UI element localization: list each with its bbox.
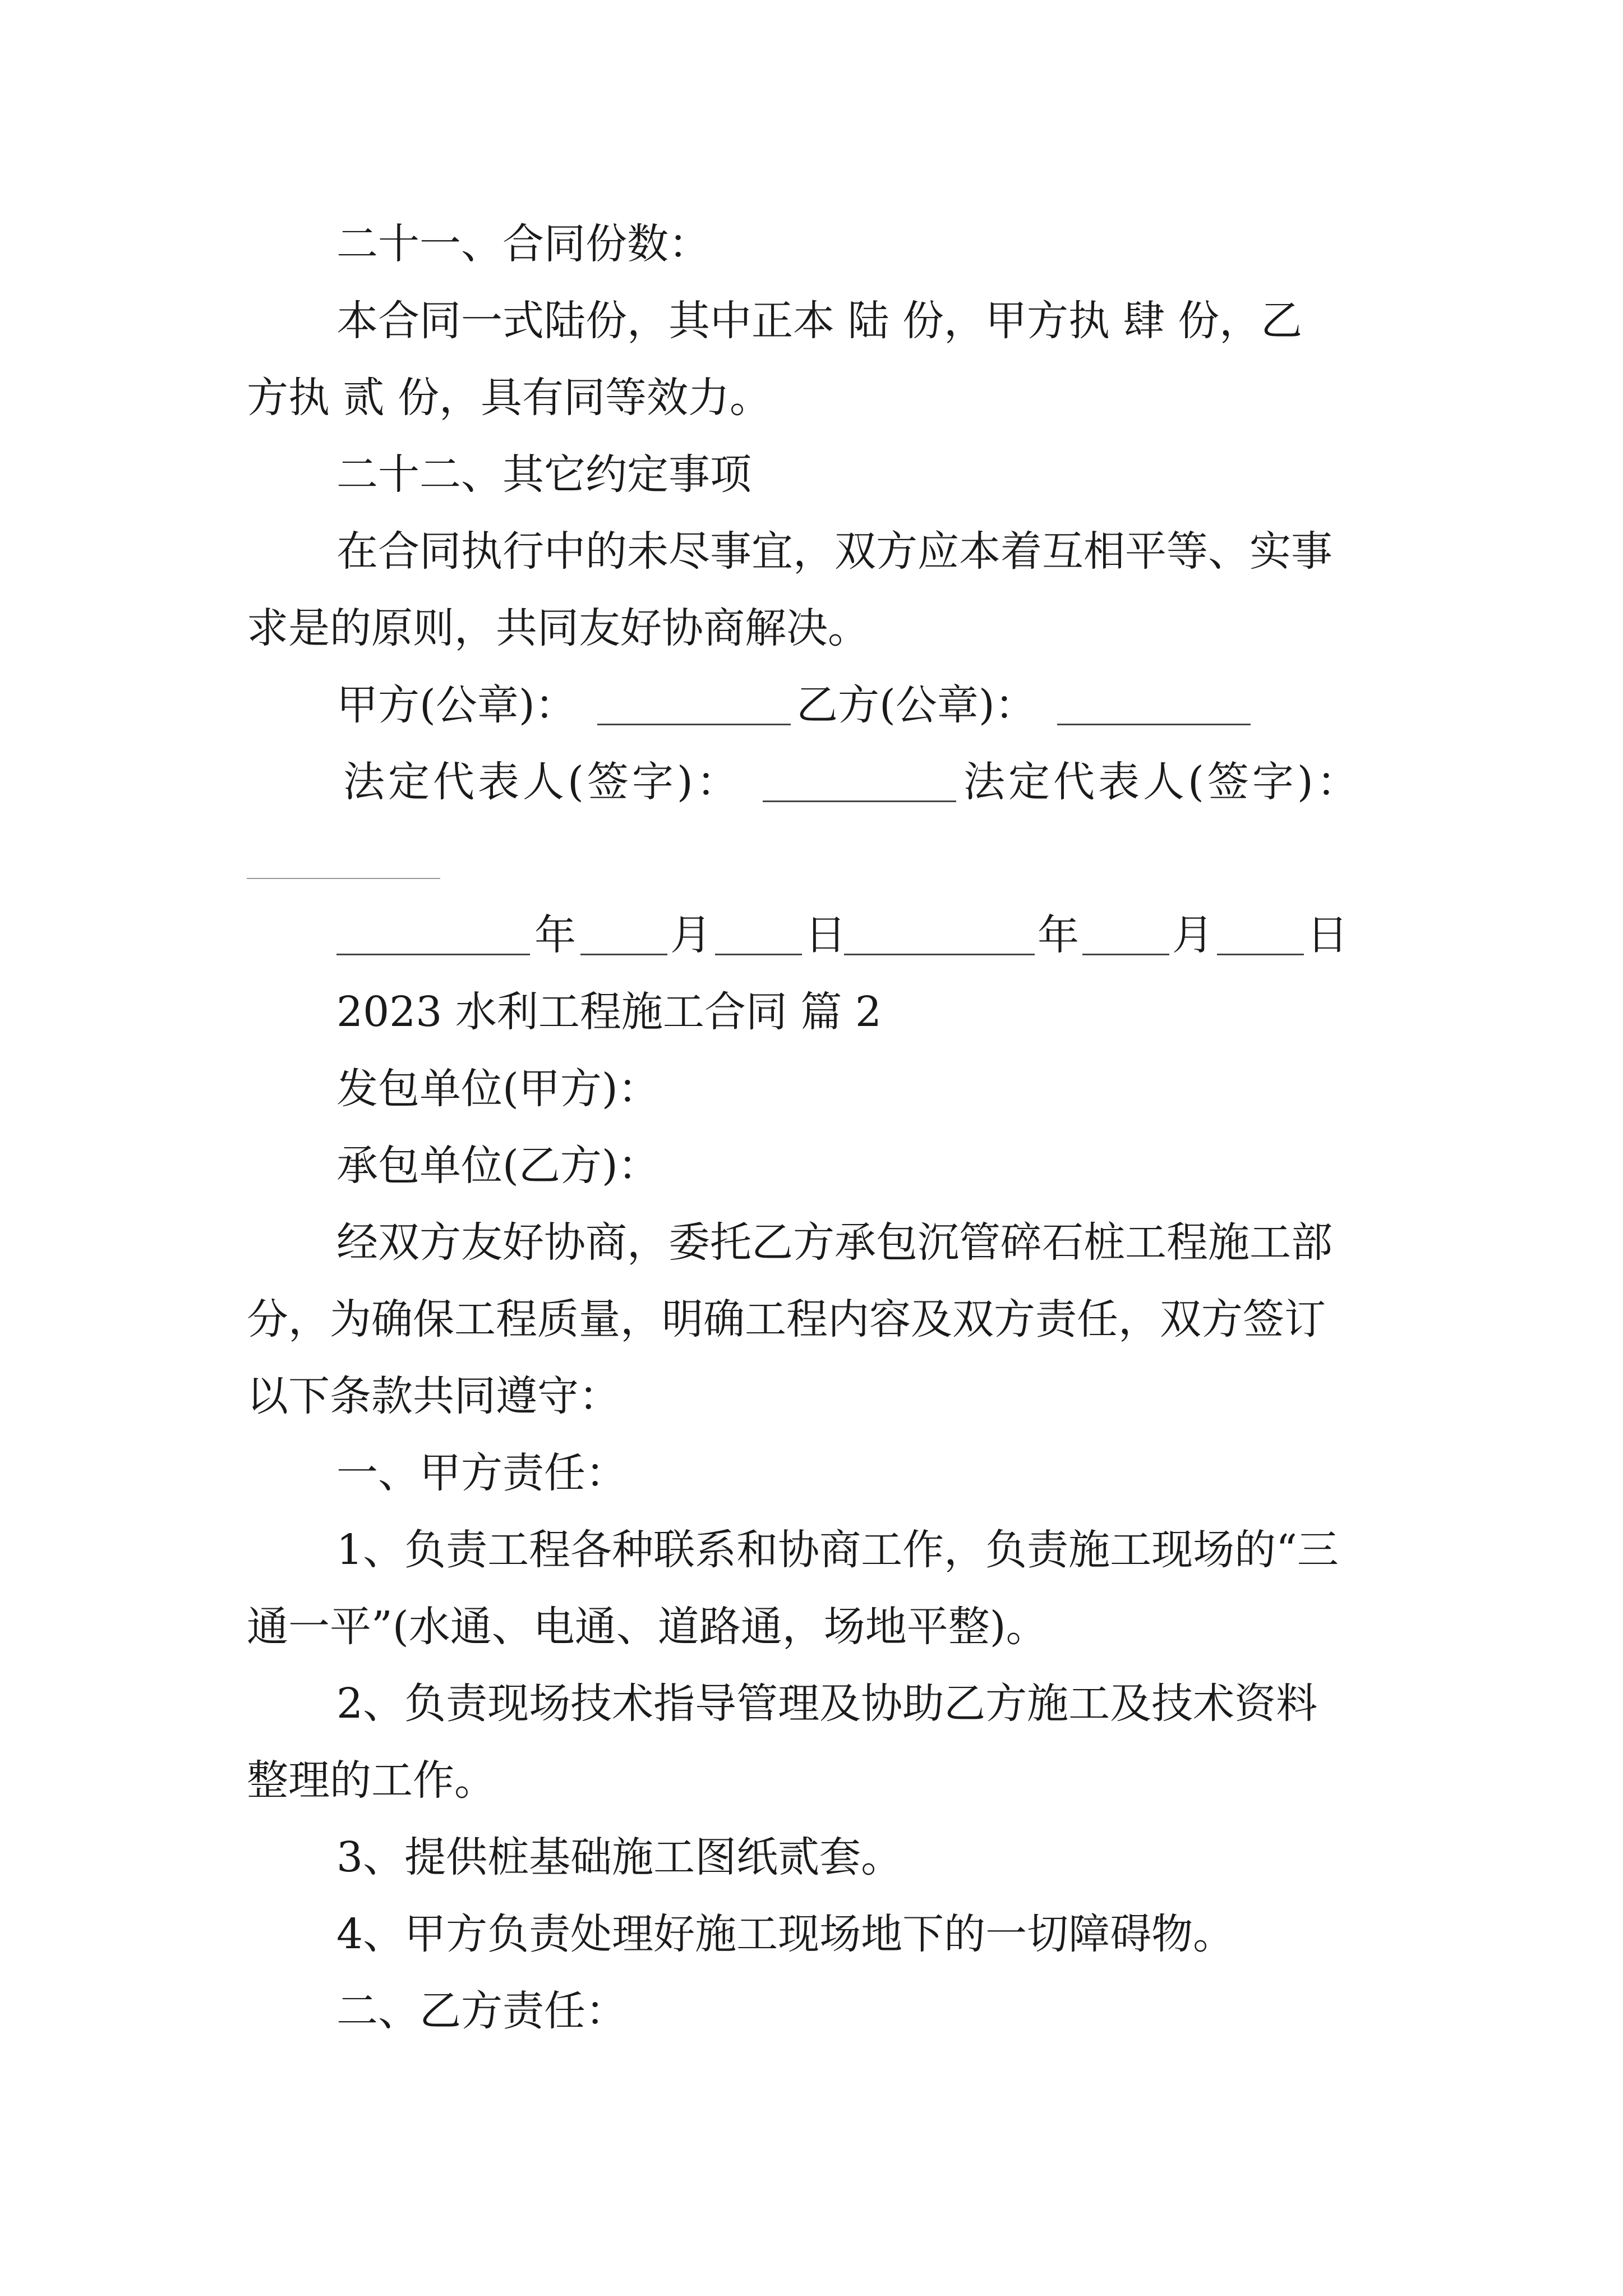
- section-party-a-heading: 一、甲方责任：: [336, 1449, 627, 1497]
- paragraph-intro-line3: 以下条款共同遵守：: [247, 1372, 620, 1420]
- date-b-month-blank: [1082, 954, 1169, 955]
- item-1-line1: 1、负责工程各种联系和协商工作，负责施工现场的“三: [336, 1526, 1339, 1574]
- section-22-heading: 二十二、其它约定事项: [336, 450, 751, 499]
- item-1-line2: 通一平”(水通、电通、道路通，场地平整)。: [247, 1603, 1048, 1651]
- paragraph-intro-line2: 分，为确保工程质量，明确工程内容及双方责任，双方签订: [247, 1295, 1326, 1343]
- contract-2-title: 2023 水利工程施工合同 篇 2: [336, 988, 882, 1036]
- date-a-day: 日: [805, 911, 846, 959]
- item-3: 3、提供桩基础施工图纸贰套。: [336, 1833, 903, 1881]
- contractor-label: 承包单位(乙方)：: [336, 1142, 660, 1190]
- date-a-year: 年: [534, 911, 576, 959]
- date-a-month-blank: [580, 954, 667, 955]
- paragraph-other-line2: 求是的原则，共同友好协商解决。: [247, 604, 869, 652]
- party-a-seal-label: 甲方(公章)：: [336, 681, 577, 729]
- date-a-year-blank: [336, 954, 530, 955]
- item-4: 4、甲方负责处理好施工现场地下的一切障碍物。: [336, 1910, 1235, 1958]
- party-b-seal-label: 乙方(公章)：: [796, 681, 1036, 729]
- section-party-b-heading: 二、乙方责任：: [336, 1987, 627, 2035]
- paragraph-intro-line1: 经双方友好协商，委托乙方承包沉管碎石桩工程施工部: [336, 1218, 1332, 1267]
- item-2-line2: 整理的工作。: [247, 1756, 496, 1805]
- paragraph-copies-line1: 本合同一式陆份，其中正本 陆 份，甲方执 肆 份，乙: [336, 297, 1303, 345]
- date-b-year-blank: [844, 954, 1035, 955]
- date-b-day-blank: [1217, 954, 1304, 955]
- date-a-month: 月: [670, 911, 712, 959]
- paragraph-copies-line2: 方执 贰 份，具有同等效力。: [247, 374, 772, 422]
- party-b-seal-blank: [1057, 724, 1251, 725]
- section-21-heading: 二十一、合同份数：: [336, 220, 710, 268]
- paragraph-other-line1: 在合同执行中的未尽事宜，双方应本着互相平等、实事: [336, 527, 1332, 576]
- date-b-month: 月: [1172, 911, 1214, 959]
- rep-b-label: 法定代表人(签字)：: [963, 758, 1362, 806]
- party-a-seal-blank: [597, 724, 791, 725]
- date-a-day-blank: [715, 954, 802, 955]
- rep-a-label: 法定代表人(签字)：: [343, 758, 741, 806]
- date-b-day: 日: [1307, 911, 1348, 959]
- rep-b-blank: [247, 878, 440, 879]
- employer-label: 发包单位(甲方)：: [336, 1065, 660, 1113]
- item-2-line1: 2、负责现场技术指导管理及协助乙方施工及技术资料: [336, 1680, 1318, 1728]
- date-b-year: 年: [1038, 911, 1079, 959]
- rep-a-blank: [763, 800, 956, 802]
